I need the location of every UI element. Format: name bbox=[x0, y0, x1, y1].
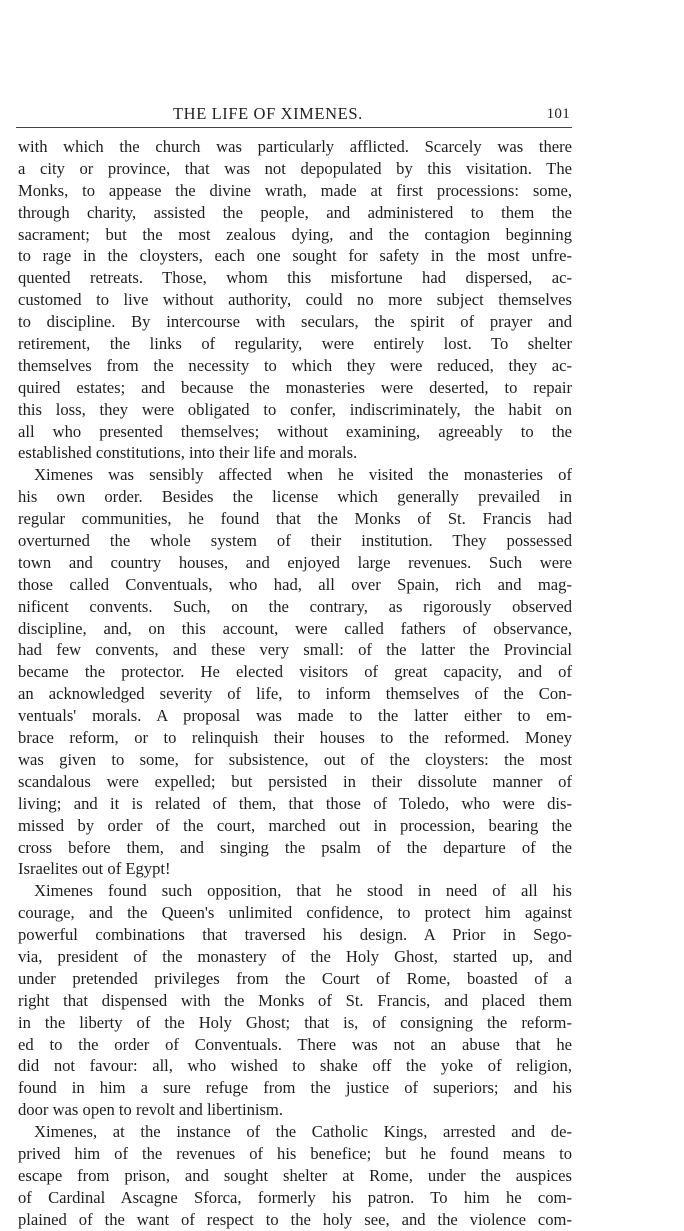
page-header bbox=[18, 100, 570, 126]
text-line: powerful combinations that traversed his design. A Prior in Sego- bbox=[18, 925, 572, 945]
body-text bbox=[18, 136, 572, 1231]
text-line: right that dispensed with the Monks of St. Francis, and placed them bbox=[18, 990, 572, 1010]
text-line: prived him of the revenues of his benefice; but he found means to bbox=[18, 1143, 572, 1163]
text-line: ventuals' morals. A proposal was made to the latter either to em- bbox=[18, 706, 572, 726]
text-line: had few convents, and these very small: of the latter the Provincial bbox=[18, 640, 572, 660]
text-line: escape from prison, and sought shelter at Rome, under the auspices bbox=[18, 1165, 572, 1185]
running-title: THE LIFE OF XIMENES. bbox=[173, 104, 363, 123]
text-line: regular communities, he found that the Monks of St. Francis had bbox=[18, 509, 572, 529]
text-line: under pretended privileges from the Court of Rome, boasted of a bbox=[18, 968, 572, 988]
text-line: ed to the order of Conventuals. There was not an abuse that he bbox=[18, 1034, 572, 1054]
text-line: a city or province, that was not depopulated by this visitation. The bbox=[18, 158, 572, 178]
text-line: those called Conventuals, who had, all over Spain, rich and mag- bbox=[18, 574, 572, 594]
text-line: plained of the want of respect to the holy see, and the violence com- bbox=[18, 1209, 572, 1229]
text-line: became the protector. He elected visitors of great capacity, and of bbox=[18, 662, 572, 682]
text-line: quented retreats. Those, whom this misfortune had dispersed, ac- bbox=[18, 268, 572, 288]
text-line: an acknowledged severity of life, to inform themselves of the Con- bbox=[18, 684, 572, 704]
text-line: through charity, assisted the people, and administered to them the bbox=[18, 202, 572, 222]
text-line: Ximenes, at the instance of the Catholic Kings, arrested and de- bbox=[34, 1122, 572, 1142]
text-line: themselves from the necessity to which they were reduced, they ac- bbox=[18, 355, 572, 375]
text-line: retirement, the links of regularity, were entirely lost. To shelter bbox=[18, 334, 572, 354]
text-line: Israelites out of Egypt! bbox=[18, 859, 171, 879]
text-line: door was open to revolt and libertinism. bbox=[18, 1100, 283, 1120]
text-line: missed by order of the court, marched out in procession, bearing the bbox=[18, 815, 572, 835]
page-number: 101 bbox=[546, 106, 570, 122]
text-line: in the liberty of the Holy Ghost; that is, of consigning the reform- bbox=[18, 1012, 572, 1032]
text-line: quired estates; and because the monasteries were deserted, to repair bbox=[18, 377, 572, 397]
text-line: Ximenes was sensibly affected when he visited the monasteries of bbox=[34, 465, 572, 485]
text-line: sacrament; but the most zealous dying, and the contagion beginning bbox=[18, 224, 572, 244]
text-line: scandalous were expelled; but persisted in their dissolute manner of bbox=[18, 771, 572, 791]
text-line: with which the church was particularly afflicted. Scarcely was there bbox=[18, 137, 572, 156]
text-line: overturned the whole system of their institution. They possessed bbox=[18, 531, 572, 551]
text-line: Ximenes found such opposition, that he stood in need of all his bbox=[34, 881, 572, 901]
text-line: was given to some, for subsistence, out of the cloysters: the most bbox=[18, 749, 572, 769]
text-line: cross before them, and singing the psalm of the departure of the bbox=[18, 837, 572, 857]
text-line: town and country houses, and enjoyed large revenues. Such were bbox=[18, 552, 572, 572]
text-line: this loss, they were obligated to confer, indiscriminately, the habit on bbox=[18, 399, 572, 419]
text-line: discipline, and, on this account, were called fathers of observance, bbox=[18, 618, 572, 638]
text-line: his own order. Besides the license which generally prevailed in bbox=[18, 487, 572, 507]
text-line: Monks, to appease the divine wrath, made at first processions: some, bbox=[18, 180, 572, 200]
text-line: to discipline. By intercourse with seculars, the spirit of prayer and bbox=[18, 312, 572, 332]
text-line: living; and it is related of them, that those of Toledo, who were dis- bbox=[18, 793, 572, 813]
text-line: nificent convents. Such, on the contrary, as rigorously observed bbox=[18, 596, 572, 616]
text-line: via, president of the monastery of the Holy Ghost, started up, and bbox=[18, 946, 572, 966]
header-rule bbox=[16, 127, 572, 128]
text-line: found in him a sure refuge from the justice of superiors; and his bbox=[18, 1078, 572, 1098]
text-line: did not favour: all, who wished to shake off the yoke of religion, bbox=[18, 1056, 572, 1076]
text-line: courage, and the Queen's unlimited confidence, to protect him against bbox=[18, 903, 572, 923]
text-line: brace reform, or to relinquish their houses to the reformed. Money bbox=[18, 728, 572, 748]
text-line: customed to live without authority, could no more subject themselves bbox=[18, 290, 572, 310]
text-line: of Cardinal Ascagne Sforca, formerly his patron. To him he com- bbox=[18, 1187, 572, 1207]
text-line: to rage in the cloysters, each one sought for safety in the most unfre- bbox=[18, 246, 572, 266]
text-line: all who presented themselves; without examining, agreeably to the bbox=[18, 421, 572, 441]
text-line: established constitutions, into their life and morals. bbox=[18, 443, 358, 463]
